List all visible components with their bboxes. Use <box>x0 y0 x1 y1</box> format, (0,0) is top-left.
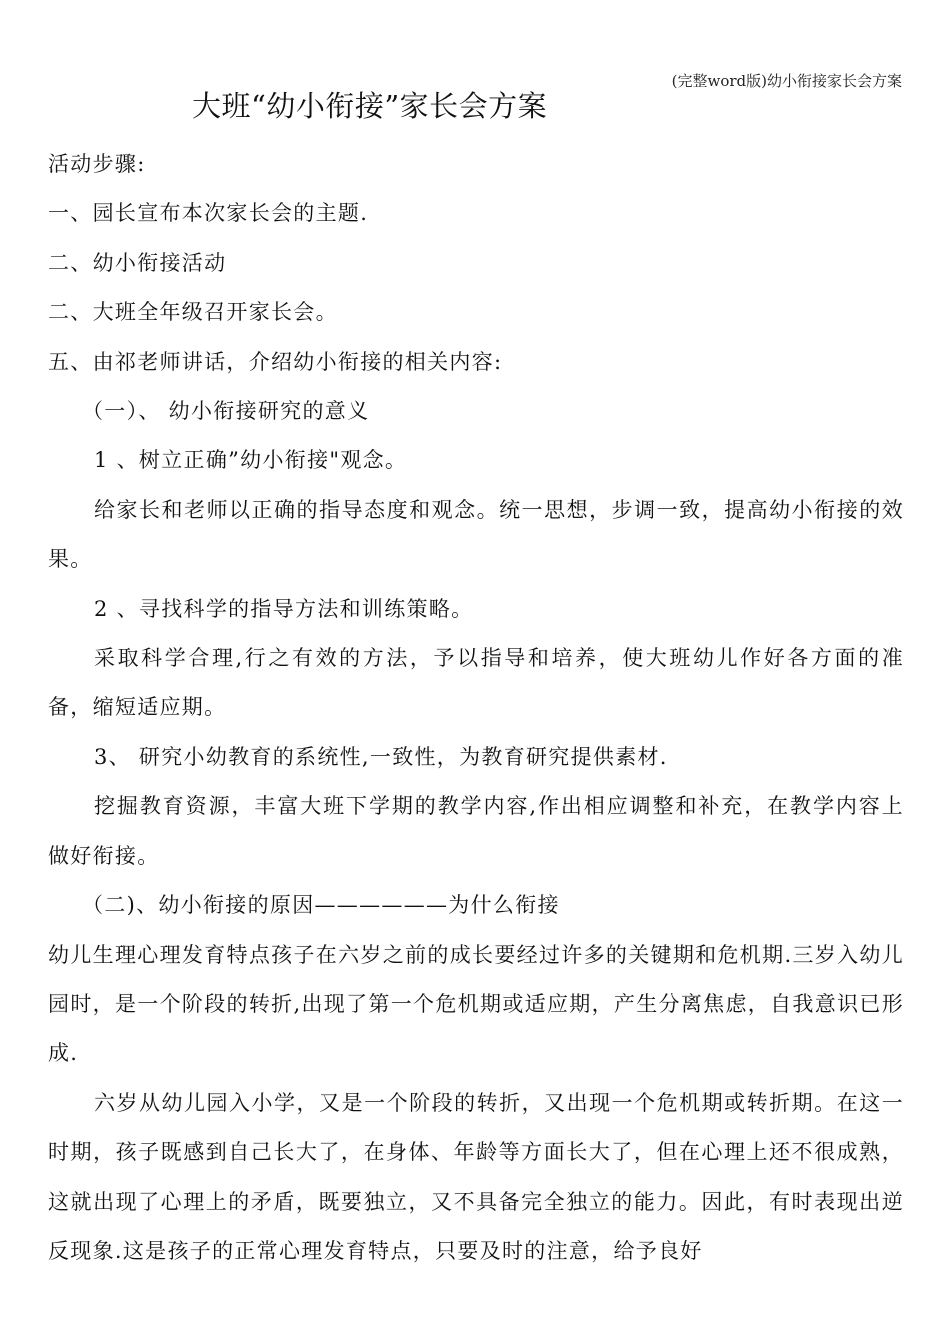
document-body <box>48 140 904 1276</box>
document-title: 大班“幼小衔接”家长会方案 <box>192 89 548 123</box>
subheading-2: 2 、寻找科学的指导方法和训练策略。 <box>94 596 474 621</box>
paragraph-1-body: 给家长和老师以正确的指导态度和观念。统一思想，步调一致，提高幼小衔接的效果。 <box>48 497 904 572</box>
subheading-3: 3、 研究小幼教育的系统性,一致性，为教育研究提供素材. <box>94 744 668 769</box>
paragraph-reasons-2: 六岁从幼儿园入小学，又是一个阶段的转折，又出现一个危机期或转折期。在这一时期，孩子既感到自己长大了，在身体、年龄等方面长大了，但在心理上还不很成熟，这就出现了心理上的矛盾，既要独立，又不具备完全独立的能力。因此，有时表现出逆反现象.这是孩子的正常心理发育特点，只要及时的注意，给予良好 <box>48 1090 904 1263</box>
section-heading-significance: （一）、 幼小衔接研究的意义 <box>82 399 370 424</box>
paragraph-reasons-1: 幼儿生理心理发育特点孩子在六岁之前的成长要经过许多的关键期和危机期.三岁入幼儿园时，是一个阶段的转折,出现了第一个危机期或适应期，产生分离焦虑，自我意识已形成. <box>48 942 904 1066</box>
paragraph-step-1: 一、园长宣布本次家长会的主题. <box>48 201 369 226</box>
subheading-1: 1 、树立正确”幼小衔接"观念。 <box>94 448 408 473</box>
paragraph-step-2: 二、幼小衔接活动 <box>48 250 227 275</box>
paragraph-3-body: 挖掘教育资源，丰富大班下学期的教学内容,作出相应调整和补充，在教学内容上做好衔接。 <box>48 794 904 868</box>
paragraph-2-body: 采取科学合理,行之有效的方法，予以指导和培养，使大班幼儿作好各方面的准备，缩短适应期。 <box>48 646 904 720</box>
paragraph-activity-steps: 活动步骤: <box>48 152 146 176</box>
section-heading-reasons: （二)、幼小衔接的原因——————为什么衔接 <box>82 893 560 918</box>
paragraph-step-3: 二、大班全年级召开家长会。 <box>48 300 338 325</box>
paragraph-step-5: 五、由祁老师讲话，介绍幼小衔接的相关内容: <box>48 349 503 374</box>
running-header: (完整word版)幼小衔接家长会方案 <box>671 72 902 90</box>
